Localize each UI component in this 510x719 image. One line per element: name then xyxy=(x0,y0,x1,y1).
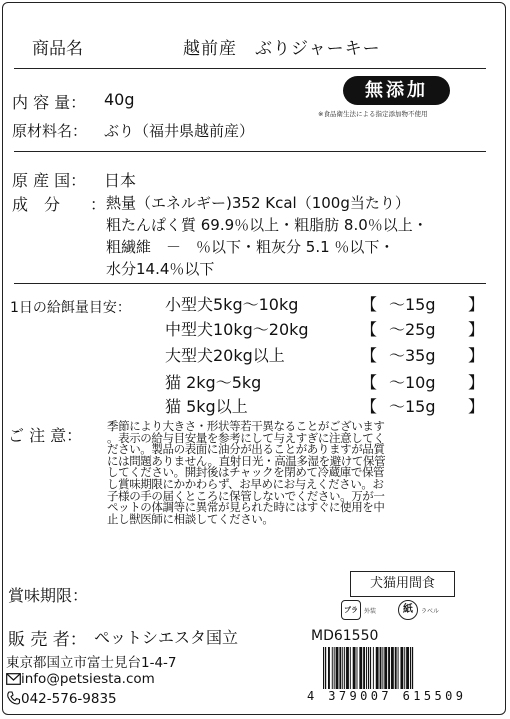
composition-line: 粗繊維 － ％以下・粗灰分 5.1 ％以下・ xyxy=(106,238,395,256)
bracket-close: 】 xyxy=(468,346,485,365)
feeding-animal: 中型犬10kg～20kg xyxy=(165,320,309,339)
feeding-animal: 大型犬20kg以上 xyxy=(165,346,285,365)
feeding-row xyxy=(165,343,495,365)
feeding-amount: ～15g xyxy=(389,295,436,314)
additive-free-badge: 無添加 xyxy=(343,76,450,105)
plastic-recycle-icon: プラ xyxy=(341,600,361,620)
header-divider xyxy=(14,68,486,69)
seller-name: ペットシエスタ国立 xyxy=(94,628,239,647)
origin-value: 日本 xyxy=(104,171,137,190)
caution-line: ださい。製品の表面に油分が出ることがありますが品質 xyxy=(107,442,385,457)
seller-phone-row xyxy=(6,691,117,709)
caution-line: 子様の手の届くところに保管しないでください。万が一 xyxy=(107,488,385,503)
bracket-close: 】 xyxy=(468,397,485,416)
feeding-row xyxy=(165,292,495,314)
paper-recycle-icon: 紙 xyxy=(398,600,418,620)
paper-recycle-mark xyxy=(398,600,439,620)
barcode-digits: 4 379007 615509 xyxy=(307,689,467,703)
recycle-caption: ラベル xyxy=(421,607,440,615)
caution-text xyxy=(107,421,497,525)
composition-divider xyxy=(14,283,486,284)
additive-free-note: ※食品衛生法による指定添加物不使用 xyxy=(318,110,428,118)
caution-line: 止し獣医師に相談してください。 xyxy=(107,511,274,526)
product-name-label: 商品名 xyxy=(32,39,83,59)
origin-label: 原 産 国： xyxy=(12,171,87,190)
recycle-caption: 外装 xyxy=(364,607,377,615)
feeding-row xyxy=(165,317,495,339)
seller-address: 東京都国立市富士見台1-4-7 xyxy=(6,655,177,671)
feeding-label: 1日の給餌量目安： xyxy=(10,300,131,316)
bracket-close: 】 xyxy=(468,373,485,392)
product-name: 越前産 ぶりジャーキー xyxy=(183,39,381,59)
bracket-open: 【 xyxy=(361,295,378,314)
bracket-open: 【 xyxy=(361,346,378,365)
phone-icon xyxy=(6,691,21,709)
bracket-open: 【 xyxy=(361,320,378,339)
caution-line: ペットの体調等に異常が見られた時にはすぐに使用を中 xyxy=(107,500,385,515)
composition-line: 粗たんぱく質 69.9％以上・粗脂肪 8.0％以上・ xyxy=(106,216,428,234)
envelope-icon xyxy=(6,673,21,689)
bracket-open: 【 xyxy=(361,397,378,416)
feeding-amount: ～35g xyxy=(389,346,436,365)
caution-label: ご 注 意： xyxy=(8,426,83,445)
contents-label: 内 容 量： xyxy=(12,93,87,112)
ingredients-value: ぶり（福井県越前産） xyxy=(104,122,255,140)
ingredients-label: 原材料名： xyxy=(12,122,88,140)
feeding-amount: ～15g xyxy=(389,397,436,416)
category-box: 犬猫用間食 xyxy=(350,571,455,597)
feeding-animal: 猫 5kg以上 xyxy=(165,397,248,416)
bracket-close: 】 xyxy=(468,320,485,339)
product-code: MD61550 xyxy=(311,628,379,644)
feeding-row xyxy=(165,394,495,416)
plastic-recycle-mark xyxy=(341,600,376,620)
caution-line: 。表示の給与目安量を参考にして与えすぎに注意してく xyxy=(107,430,385,445)
contents-value: 40g xyxy=(104,90,135,109)
bracket-close: 】 xyxy=(468,295,485,314)
composition-label: 成 分 xyxy=(12,195,61,214)
seller-email: info@petsiesta.com xyxy=(21,671,155,687)
feeding-animal: 猫 2kg～5kg xyxy=(165,373,262,392)
composition-line: 水分14.4％以下 xyxy=(106,260,215,278)
best-before-label: 賞味期限： xyxy=(8,586,89,605)
caution-line: してください。開封後はチャックを閉めて冷蔵庫で保管 xyxy=(107,465,385,480)
caution-line: には問題ありません。直射日光・高温多湿を避けて保管 xyxy=(107,453,386,468)
feeding-animal: 小型犬5kg～10kg xyxy=(165,295,299,314)
bracket-open: 【 xyxy=(361,373,378,392)
seller-phone: 042-576-9835 xyxy=(21,691,117,707)
feeding-amount: ～10g xyxy=(389,373,436,392)
feeding-amount: ～25g xyxy=(389,320,436,339)
ingredients-divider xyxy=(14,151,486,152)
composition-line: 熱量（エネルギー)352 Kcal（100g当たり） xyxy=(106,194,410,212)
caution-line: し賞味期限にかかわらず、お早めにお与えください。お xyxy=(107,476,384,491)
seller-email-row xyxy=(6,671,155,689)
caution-line: 季節により大きさ・形状等若干異なることがございます xyxy=(107,419,385,433)
seller-label: 販 売 者： xyxy=(8,630,87,650)
composition-colon: ： xyxy=(90,195,107,214)
feeding-row xyxy=(165,370,495,392)
